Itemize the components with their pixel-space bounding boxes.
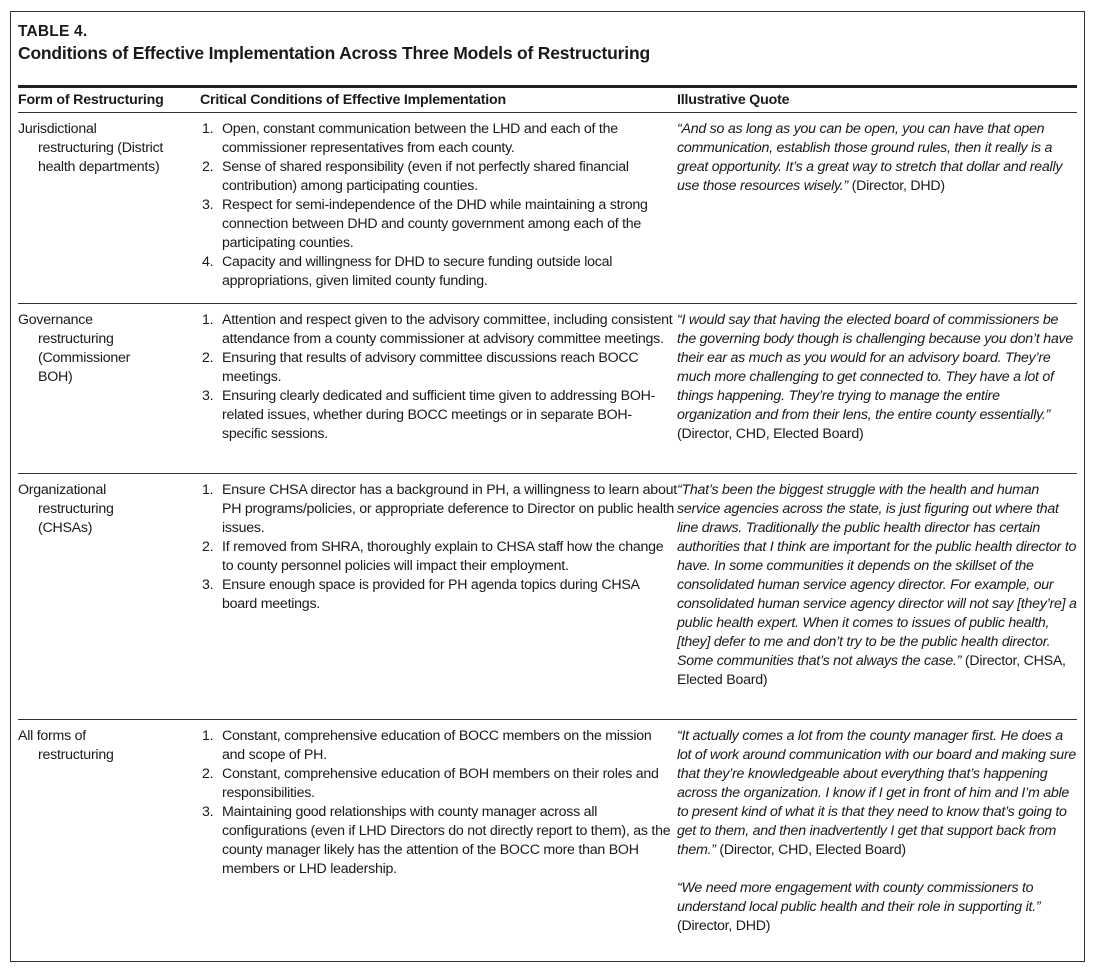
quote-attribution: (Director, CHD, Elected Board) — [715, 842, 906, 858]
quote-attribution: (Director, CHD, Elected Board) — [677, 426, 864, 442]
condition-item: Capacity and willingness for DHD to secure funding outside local appropriations, given limited county funding. — [222, 254, 613, 289]
condition-item: Constant, comprehensive education of BOH members on their roles and responsibilities. — [222, 766, 659, 801]
condition-item: Ensure CHSA director has a background in PH, a willingness to learn about PH programs/policies, or appropriate deference to Director on public health issues. — [222, 482, 677, 536]
form-name: Governance restructuring (Commissioner BOH) — [18, 312, 131, 385]
form-name: Organizational restructuring (CHSAs) — [18, 482, 114, 536]
condition-item: Attention and respect given to the advisory committee, including consistent attendance from a county commissioner at advisory committee meetings. — [222, 312, 673, 347]
conditions-table — [18, 85, 1077, 960]
quote-attribution: (Director, DHD) — [847, 178, 945, 194]
conditions-list — [200, 311, 677, 444]
column-header-conditions: Critical Conditions of Effective Implementation — [200, 92, 506, 108]
condition-item: Open, constant communication between the LHD and each of the commissioner representatives from each county. — [222, 121, 618, 156]
condition-item: Constant, comprehensive education of BOCC members on the mission and scope of PH. — [222, 728, 652, 763]
condition-item: Sense of shared responsibility (even if not perfectly shared financial contribution) among participating counties. — [222, 159, 629, 194]
table-row-jurisdictional — [18, 113, 1077, 304]
condition-item: Ensuring that results of advisory committee discussions reach BOCC meetings. — [222, 350, 639, 385]
table-title: Conditions of Effective Implementation Across Three Models of Restructuring — [18, 43, 650, 63]
condition-item: If removed from SHRA, thoroughly explain to CHSA staff how the change to county personnel policies will impact their employment. — [222, 539, 664, 574]
table-caption — [18, 22, 650, 64]
illustrative-quote: “It actually comes a lot from the county manager first. He does a lot of work around communication with our board and making sure that they’re knowledgeable about everything that’s happening across the organization. I know if I get in front of him and I’m able to present kind of what it is that they need to know that’s going to get to them, and then inadvertently I get that support back from them.” (Director, CHD, Elected Board) — [677, 728, 1077, 858]
quote-attribution: (Director, CHSA, Elected Board) — [677, 653, 1066, 688]
quote-attribution: (Director, DHD) — [677, 918, 771, 934]
conditions-list — [200, 727, 677, 879]
illustrative-quote: “That’s been the biggest struggle with the health and human service agencies across the state, is just figuring out where that line draws. Traditionally the public health director has certain authorities that I think are important for the public health director to have. In some communities it depends on the skillset of the consolidated human service agency director. For example, our consolidated human service agency director will not say [they’re] a public health expert. When it comes to issues of public health, [they] defer to me and don’t try to be the public health director. Some communities that’s not always the case.” (Director, CHSA, Elected Board) — [677, 482, 1077, 688]
form-name: All forms of restructuring — [18, 728, 114, 763]
form-name: Jurisdictional restructuring (District health departments) — [18, 121, 164, 175]
condition-item: Respect for semi-independence of the DHD while maintaining a strong connection between DHD and county government among each of the participating counties. — [222, 197, 648, 251]
table-row-organizational — [18, 474, 1077, 720]
table-header-row — [18, 88, 1077, 113]
table-row-all-forms — [18, 720, 1077, 960]
condition-item: Ensure enough space is provided for PH agenda topics during CHSA board meetings. — [222, 577, 639, 612]
condition-item: Maintaining good relationships with county manager across all configurations (even if LHD Directors do not directly report to them), as the county manager likely has the attention of the BOCC more than BOH members or LHD leadership. — [222, 804, 671, 877]
table-row-governance — [18, 304, 1077, 474]
conditions-list — [200, 120, 677, 291]
condition-item: Ensuring clearly dedicated and sufficient time given to addressing BOH-related issues, whether during BOCC meetings or in separate BOH-specific sessions. — [222, 388, 656, 442]
illustrative-quote: “And so as long as you can be open, you can have that open communication, establish those ground rules, then it really is a great opportunity. It’s a great way to stretch that dollar and really use those resources wisely.” (Director, DHD) — [677, 121, 1063, 194]
table-label: TABLE 4. — [18, 23, 88, 40]
illustrative-quote: “I would say that having the elected board of commissioners be the governing body though is challenging because you don’t have their ear as much as you would for an advisory board. They’re much more challenging to get connected to. They have a lot of things happening. They’re trying to manage the entire organization and from their lens, the entire county essentially.” (Director, CHD, Elected Board) — [677, 312, 1073, 442]
illustrative-quote: “We need more engagement with county commissioners to understand local public health and their role in supporting it.” (Director, DHD) — [677, 880, 1041, 934]
column-header-form: Form of Restructuring — [18, 92, 164, 108]
column-header-quote: Illustrative Quote — [677, 92, 790, 108]
conditions-list — [200, 481, 677, 614]
